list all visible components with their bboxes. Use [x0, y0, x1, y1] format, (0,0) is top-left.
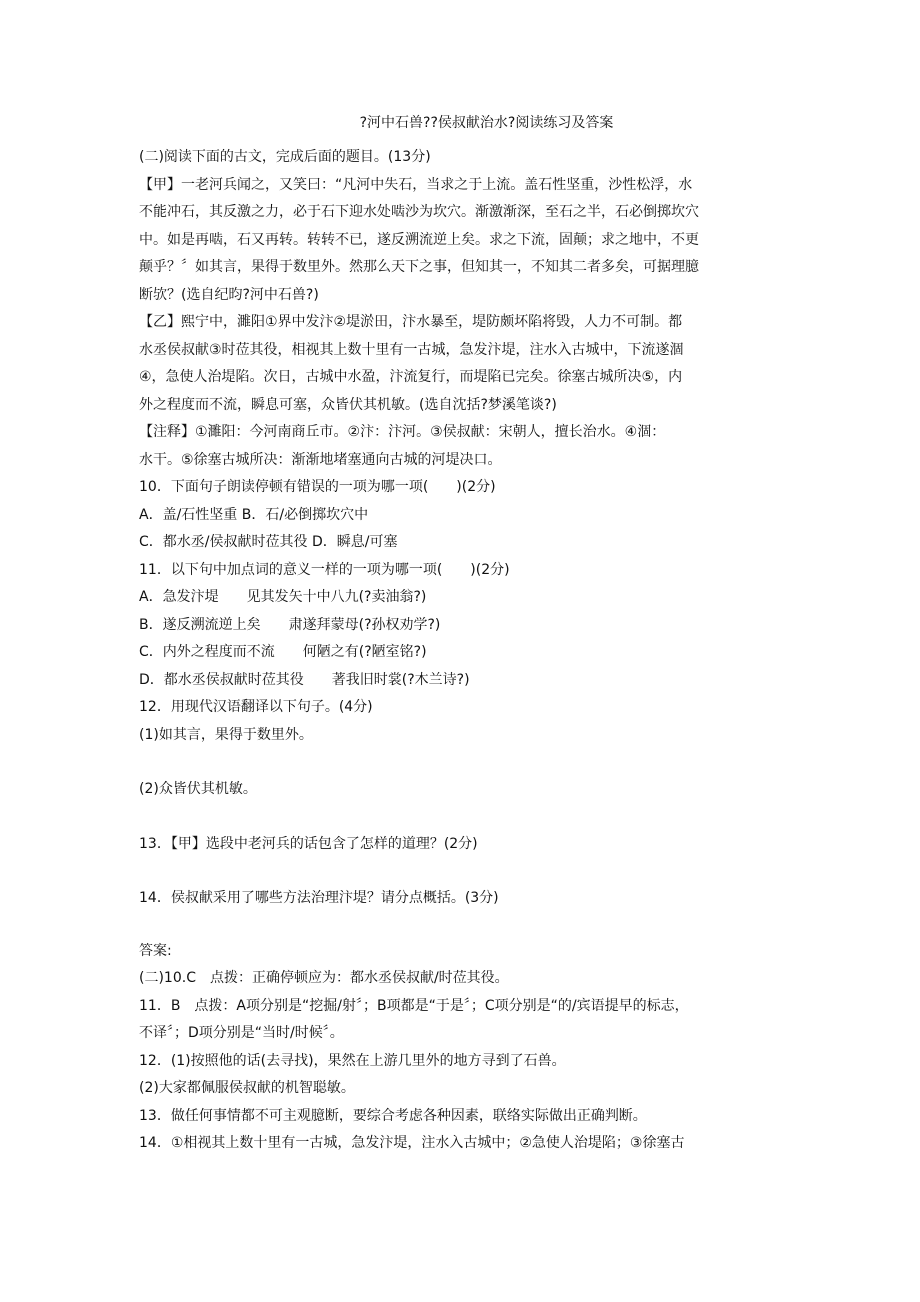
answer-line: 不译〞；D项分别是“当时/时候〞。 — [139, 1025, 344, 1041]
translation-sentence-2: (2)众皆伏其机敏。 — [139, 781, 257, 797]
question-option: B．遂反溯流逆上矣 肃遂拜蒙母(?孙权劝学?) — [139, 616, 441, 633]
answer-section — [139, 938, 789, 1158]
answer-line: 12．(1)按照他的话(去寻找)，果然在上游几里外的地方寻到了石兽。 — [139, 1052, 566, 1069]
question-11 — [139, 557, 789, 695]
passage-line: 外之程度而不流，瞬息可塞，众皆伏其机敏。(选自沈括?梦溪笔谈?) — [139, 396, 557, 413]
question-option: A．盖/石性坚重 B．石/必倒掷坎穴中 — [139, 506, 369, 523]
answer-line: (2)大家都佩服侯叔献的机智聪敏。 — [139, 1080, 355, 1096]
passage-line: ④，急使人治堤陷。次日，古城中水盈，汴流复行，而堤陷已完矣。徐塞古城所决⑤，内 — [139, 369, 683, 385]
translation-sentence-1: (1)如其言，果得于数里外。 — [139, 726, 313, 743]
section-intro: (二)阅读下面的古文，完成后面的题目。(13分) — [139, 149, 431, 165]
annotation-line: 水干。⑤徐塞古城所决：渐渐地堵塞通向古城的河堤决口。 — [139, 451, 502, 468]
question-stem: 12．用现代汉语翻译以下句子。(4分) — [139, 699, 373, 715]
annotation-line: 【注释】①濉阳：今河南商丘市。②汴：汴河。③侯叔献：宋朝人，擅长治水。④涸： — [139, 424, 666, 440]
question-12 — [139, 694, 789, 804]
passage-line: 断欤？(选自纪昀?河中石兽?) — [139, 286, 319, 303]
passage-line: 中。如是再啮，石又再转。转转不已，遂反溯流逆上矣。求之下流，固颠；求之地中，不更 — [139, 231, 699, 248]
answer-line: 11．B 点拨：A项分别是“挖掘/射〞；B项都是“于是〞；C项分别是“的/宾语提早的标志， — [139, 997, 689, 1014]
answer-line: 13．做任何事情都不可主观臆断，要综合考虑各种因素，联络实际做出正确判断。 — [139, 1107, 647, 1124]
document-page — [139, 112, 789, 1158]
page-title: ?河中石兽??侯叔献治水?阅读练习及答案 — [359, 115, 614, 131]
answer-line: 14．①相视其上数十里有一古城，急发汴堤，注水入古城中；②急使人治堤陷；③徐塞古 — [139, 1135, 685, 1151]
answer-label: 答案: — [139, 942, 172, 959]
question-13: 13．【甲】选段中老河兵的话包含了怎样的道理？(2分) — [139, 835, 478, 852]
passage-yi — [139, 309, 789, 419]
question-10 — [139, 474, 789, 557]
passage-line: 水丞侯叔献③时莅其役，相视其上数十里有一古城，急发汴堤，注水入古城中，下流遂涸 — [139, 341, 684, 358]
passage-jia — [139, 172, 789, 310]
question-option: A．急发汴堤 见其发矢十中八九(?卖油翁?) — [139, 589, 427, 605]
answer-line: (二)10.C 点拨：正确停顿应为：都水丞侯叔献/时莅其役。 — [139, 970, 509, 986]
question-option: C．内外之程度而不流 何陋之有(?陋室铭?) — [139, 644, 427, 660]
passage-line: 颠乎？〞如其言，果得于数里外。然那么天下之事，但知其一，不知其二者多矣，可据理臆 — [139, 259, 699, 275]
passage-line: 【乙】熙宁中，濉阳①界中发汴②堤淤田，汴水暴至，堤防颇坏陷将毁，人力不可制。都 — [139, 314, 683, 330]
question-stem: 10．下面句子朗读停顿有错误的一项为哪一项( )(2分) — [139, 479, 496, 495]
question-option: C．都水丞/侯叔献时莅其役 D．瞬息/可塞 — [139, 534, 398, 550]
question-14: 14．侯叔献采用了哪些方法治理汴堤？请分点概括。(3分) — [139, 890, 499, 906]
passage-line: 不能冲石，其反激之力，必于石下迎水处啮沙为坎穴。渐激渐深，至石之半，石必倒掷坎穴 — [139, 204, 699, 220]
annotations — [139, 419, 789, 474]
question-stem: 11．以下句中加点词的意义一样的一项为哪一项( )(2分) — [139, 561, 510, 578]
passage-line: 【甲】一老河兵闻之，又笑曰：“凡河中失石，当求之于上流。盖石性坚重，沙性松浮，水 — [139, 176, 693, 193]
question-option: D．都水丞侯叔献时莅其役 著我旧时裳(?木兰诗?) — [139, 671, 470, 688]
